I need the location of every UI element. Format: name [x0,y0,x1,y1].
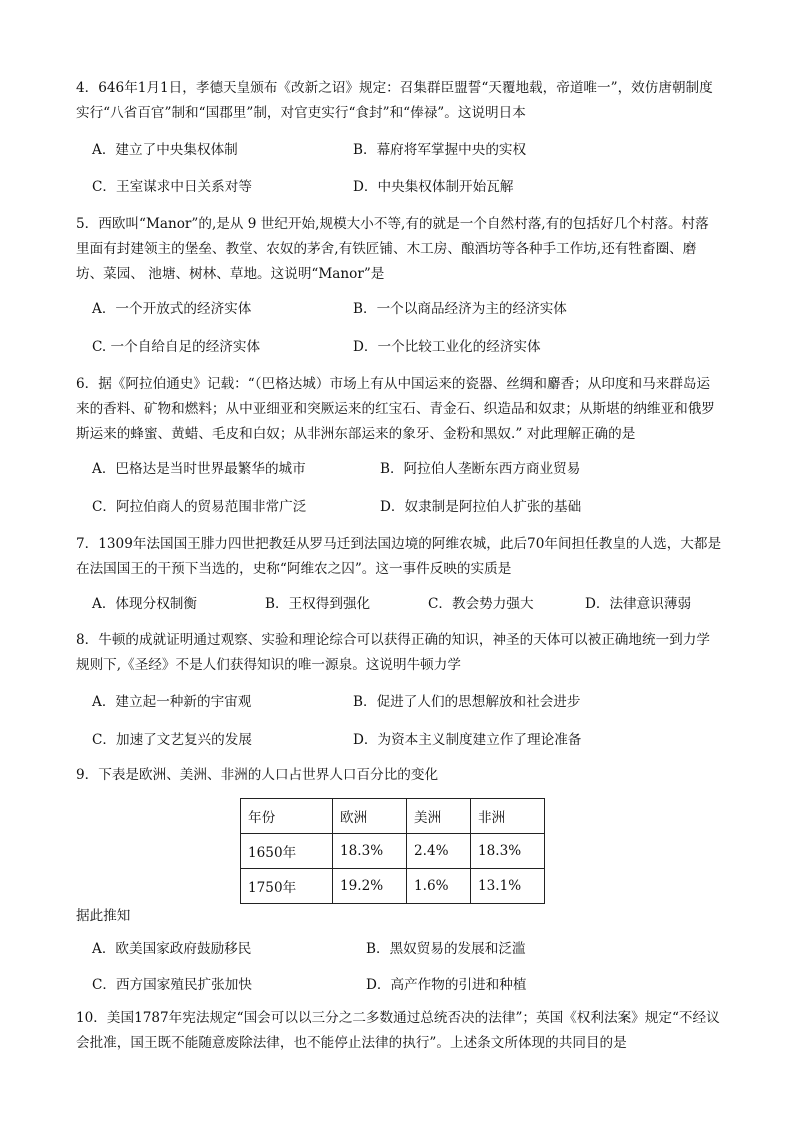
question-10-stem: 10．美国1787年宪法规定“国会可以以三分之二多数通过总统否决的法律”；英国《权利法案》规定“不经议会批准，国王既不能随意废除法律，也不能停止法律的执行”。上述条文所体现的共同目的是 [76,1010,720,1051]
question-8-option-d: D．为资本主义制度建立作了理论准备 [353,732,582,748]
question-8-option-c: C．加速了文艺复兴的发展 [92,732,252,748]
table-header-cell: 年份 [241,799,333,834]
question-7-option-d: D．法律意识薄弱 [585,596,692,612]
question-9-option-c: C．西方国家殖民扩张加快 [92,977,252,993]
table-cell: 19.2% [333,869,407,904]
table-cell: 18.3% [333,834,407,869]
table-cell: 1750年 [241,869,333,904]
question-5-option-d: D．一个比较工业化的经济实体 [353,339,541,355]
question-8-stem: 8．牛顿的成就证明通过观察、实验和理论综合可以获得正确的知识，神圣的天体可以被正确地统一到力学规则下,《圣经》不是人们获得知识的唯一源泉。这说明牛顿力学 [76,632,710,673]
question-5-stem: 5．西欧叫“Manor”的,是从 9 世纪开始,规模大小不等,有的就是一个自然村落,有的包括好几个村落。村落里面有封建领主的堡垒、教堂、农奴的茅舍,有铁匠铺、木工房、酿酒坊等各种手工作坊,还有牲畜圈、磨坊、菜园、 池塘、树林、草地。这说明“Manor”是 [76,216,709,282]
question-7-stem: 7．1309年法国国王腓力四世把教廷从罗马迁到法国边境的阿维农城，此后70年间担任教皇的人选，大都是在法国国王的干预下当选的，史称“阿维农之囚”。这一事件反映的实质是 [76,536,722,577]
question-7-option-b: B．王权得到强化 [265,596,371,612]
table-cell: 2.4% [407,834,471,869]
question-9-stem: 9．下表是欧洲、美洲、非洲的人口占世界人口百分比的变化 [76,767,439,783]
question-6-option-d: D．奴隶制是阿拉伯人扩张的基础 [380,499,582,515]
question-9-option-a: A．欧美国家政府鼓励移民 [92,941,252,957]
question-5-option-c: C. 一个自给自足的经济实体 [92,339,261,355]
question-6-stem: 6．据《阿拉伯通史》记载：“（巴格达城）市场上有从中国运来的瓷器、丝绸和麝香；从印度和马来群岛运来的香料、矿物和燃料；从中亚细亚和突厥运来的红宝石、青金石、织造品和奴隶；从斯堪的纳维亚和俄罗斯运来的蜂蜜、黄蜡、毛皮和白奴；从非洲东部运来的象牙、金粉和黑奴.” 对此理解正确的是 [76,376,715,442]
table-header-cell: 非洲 [471,799,545,834]
question-8-option-a: A．建立起一种新的宇宙观 [92,694,252,710]
question-4-stem: 4．646年1月1日，孝德天皇颁布《改新之诏》规定：召集群臣盟誓“天覆地载，帝道唯一”，效仿唐朝制度实行“八省百官”制和“国郡里”制，对官吏实行“食封”和“俸禄”。这说明日本 [76,80,713,121]
question-6-option-c: C．阿拉伯商人的贸易范围非常广泛 [92,499,307,515]
question-6-option-b: B．阿拉伯人垄断东西方商业贸易 [380,461,581,477]
table-row [241,869,545,904]
question-4-option-a: A．建立了中央集权体制 [92,142,238,158]
question-9-option-b: B．黑奴贸易的发展和泛滥 [366,941,526,957]
question-9-after-text: 据此推知 [76,908,131,924]
question-9-option-d: D．高产作物的引进和种植 [366,977,527,993]
table-header-row [241,799,545,834]
question-4-option-c: C．王室谋求中日关系对等 [92,179,252,195]
table-header-cell: 欧洲 [333,799,407,834]
question-7-option-a: A．体现分权制衡 [92,596,197,612]
table-cell: 18.3% [471,834,545,869]
question-5-option-a: A．一个开放式的经济实体 [92,301,252,317]
table-cell: 1650年 [241,834,333,869]
question-4-option-b: B．幕府将军掌握中央的实权 [353,142,527,158]
question-5-option-b: B．一个以商品经济为主的经济实体 [353,301,567,317]
question-8-option-b: B．促进了人们的思想解放和社会进步 [353,694,581,710]
question-7-option-c: C．教会势力强大 [428,596,534,612]
table-row [241,834,545,869]
population-table [240,798,545,904]
table-cell: 13.1% [471,869,545,904]
question-6-option-a: A．巴格达是当时世界最繁华的城市 [92,461,306,477]
table-cell: 1.6% [407,869,471,904]
table-header-cell: 美洲 [407,799,471,834]
question-4-option-d: D．中央集权体制开始瓦解 [353,179,514,195]
